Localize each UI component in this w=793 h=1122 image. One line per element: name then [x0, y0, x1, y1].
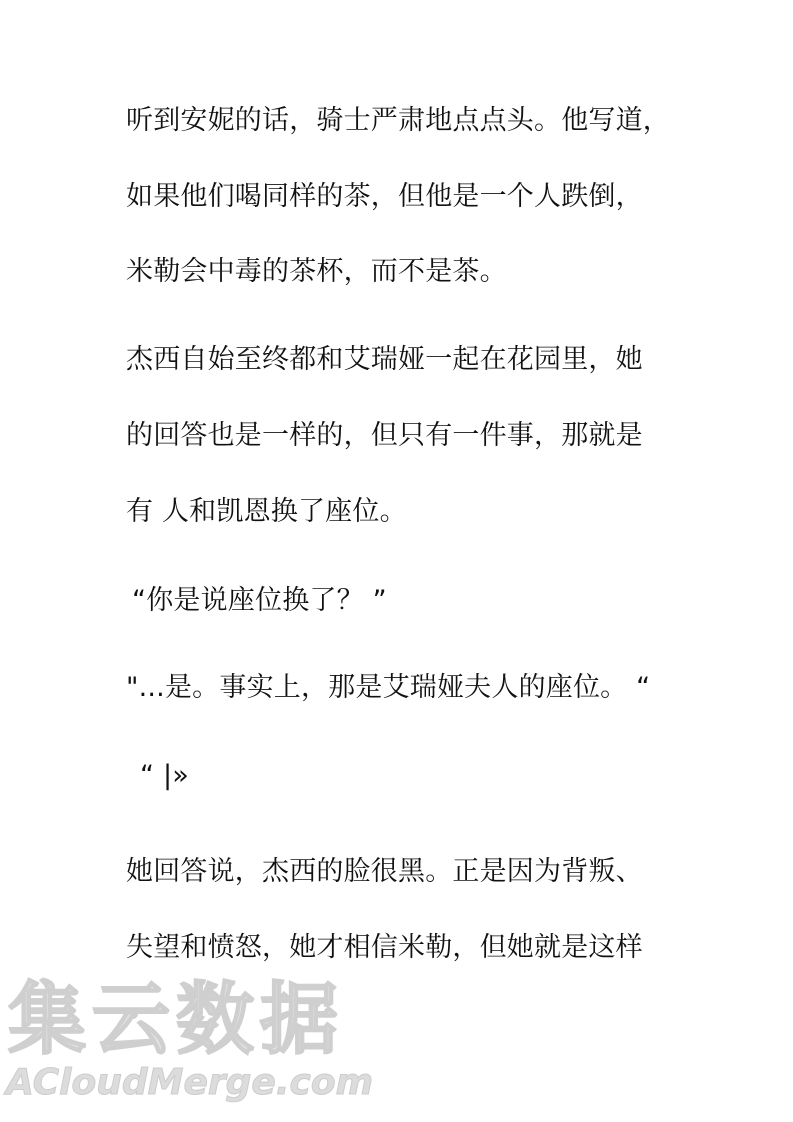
dialogue-line: “你是说座位换了？ ”: [132, 585, 387, 616]
text-line: 的回答也是一样的，但只有一件事，那就是: [126, 420, 643, 451]
watermark: [0, 975, 400, 1115]
text-line: 听到安妮的话，骑士严肃地点点头。他写道，: [126, 105, 670, 136]
text-line: 米勒会中毒的茶杯，而不是茶。: [126, 256, 507, 287]
text-line: 失望和愤怒，她才相信米勒，但她就是这样: [126, 932, 643, 963]
dialogue-line: "...是。事实上，那是艾瑞娅夫人的座位。 “: [126, 672, 651, 703]
watermark-english: ACloudMerge.com: [6, 1062, 374, 1103]
watermark-chinese: 集云数据: [8, 975, 345, 1065]
text-line: 她回答说，杰西的脸很黑。正是因为背叛、: [126, 856, 643, 887]
text-line: 杰西自始至终都和艾瑞娅一起在花园里，她: [126, 344, 643, 375]
dialogue-line: “ |»: [140, 760, 189, 791]
text-line: 如果他们喝同样的茶，但他是一个人跌倒，: [126, 181, 643, 212]
text-line: 有 人和凯恩换了座位。: [126, 496, 407, 527]
